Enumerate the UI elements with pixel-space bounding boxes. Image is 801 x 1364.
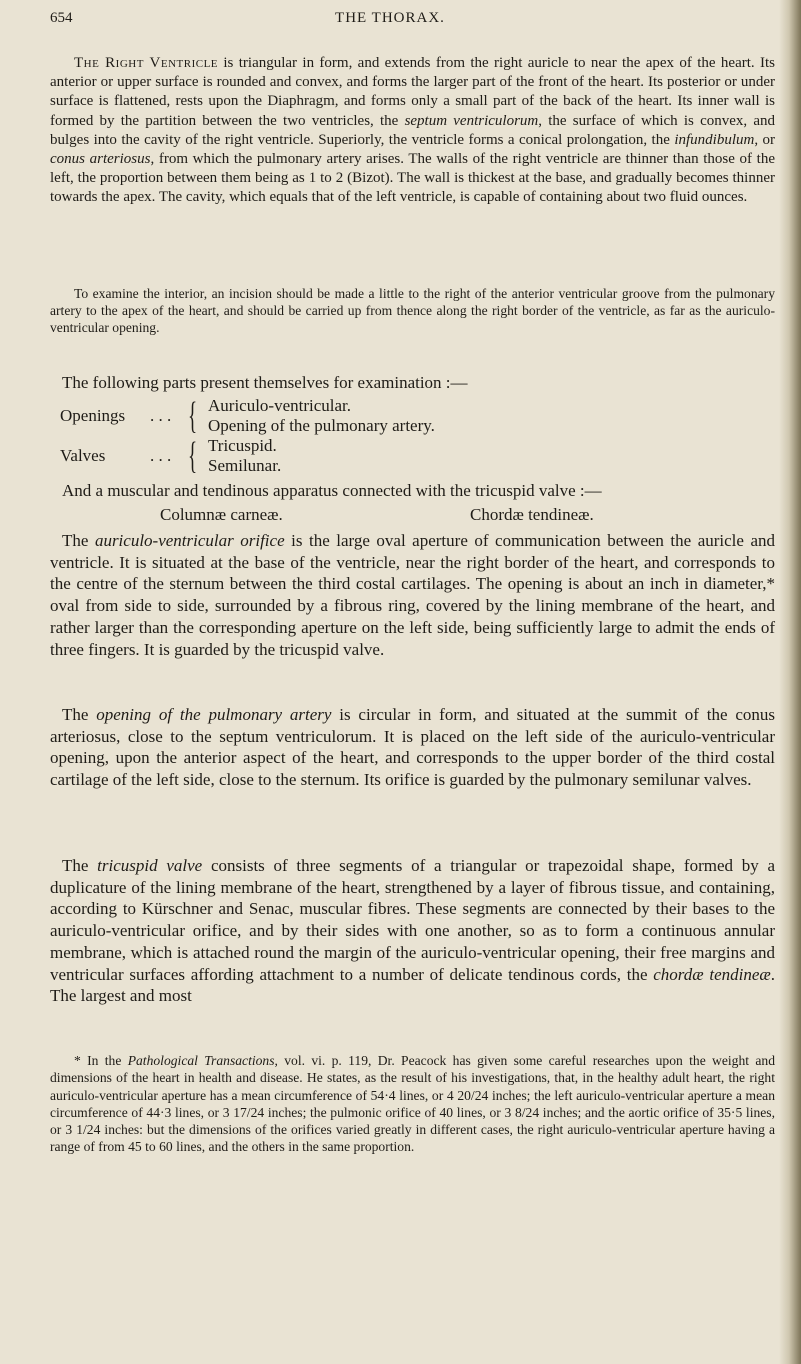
orifice-paragraph: The auriculo-ventricular orifice is the large oval aperture of communication between the auricle and ventricle. It is situated at the base of the ventricle, near the right border of the heart, and corresponds to the centre of the sternum between the third costal cartilages. The opening is about an inch in diameter,* oval from side to side, surrounded by a fibrous ring, covered by the lining membrane of the heart, and rather larger than the corresponding aperture on the left side, being sufficiently large to admit the ends of three fingers. It is guarded by the tricuspid valve. (50, 531, 775, 659)
leader-dots: . . . (150, 406, 172, 425)
leader-dots: . . . (150, 446, 172, 465)
running-title: THE THORAX. (335, 10, 445, 26)
dissection-note: To examine the interior, an incision should be made a little to the right of the anterior ventricular groove from the pulmonary artery to the apex of the heart, and should be carried up from thence along the right border of the ventricle, as far as the auriculo-ventricular opening. (50, 286, 775, 336)
footnote: * In the Pathological Transactions, vol. vi. p. 119, Dr. Peacock has given some careful researches upon the weight and dimensions of the heart in health and disease. He states, as the result of his investigations, that, in the healthy adult heart, the right auriculo-ventricular aperture has a mean circumference of 54·4 lines, or 4 20/24 inches; the left auriculo-ventricular aperture a mean circumference of 44·3 lines, or 3 17/24 inches; the pulmonic orifice of 40 lines, or 3 8/24 inches; and the aortic orifice of 35·5 lines, or 3 1/24 inches: but the dimensions of the orifices varied greatly in different cases, the right auriculo-ventricular aperture having a range of from 45 to 60 lines, and the others in the same proportion. (50, 1053, 775, 1155)
page-number: 654 (50, 10, 73, 26)
list-item: Auriculo-ventricular. (208, 396, 352, 415)
examination-lead: The following parts present themselves for examination :— (62, 373, 468, 392)
list-item: Opening of the pulmonary artery. (208, 416, 435, 435)
pulmonary-paragraph: The opening of the pulmonary artery is circular in form, and situated at the summit of the conus arteriosus, close to the septum ventriculorum. It is placed on the left side of the auriculo-ventricular opening, upon the anterior aspect of the heart, and corresponds to the upper border of the third costal cartilage of the left side, close to the sternum. Its orifice is guarded by the pulmonary semilunar valves. (50, 705, 776, 790)
openings-group (60, 396, 780, 436)
valves-label: Valves (60, 446, 106, 465)
section-heading: The Right Ventricle (74, 55, 219, 71)
page-edge-shadow (779, 0, 801, 1364)
examination-list (60, 396, 780, 476)
right-ventricle-paragraph: The Right Ventricle is triangular in form, and extends from the right auricle to near the apex of the heart. Its anterior or upper surface is rounded and convex, and forms the larger part of the front of the heart. Its posterior or under surface is flattened, rests upon the Diaphragm, and forms only a small part of the back of the heart. Its inner wall is formed by the partition between the two ventricles, the septum ventriculorum, the surface of which is convex, and bulges into the cavity of the right ventricle. Superiorly, the ventricle forms a conical prolongation, the infundibulum, or conus arteriosus, from which the pulmonary artery arises. The walls of the right ventricle are thinner than those of the left, the proportion between them being as 1 to 2 (Bizot). The wall is thickest at the base, and gradually becomes thinner towards the apex. The cavity, which equals that of the left ventricle, is capable of containing about two fluid ounces. (50, 55, 776, 206)
valves-group (60, 436, 780, 476)
list-item: Tricuspid. (208, 436, 277, 455)
openings-label: Openings (60, 406, 126, 425)
list-item: Semilunar. (208, 456, 282, 475)
apparatus-line: And a muscular and tendinous apparatus connected with the tricuspid valve :— (62, 481, 602, 500)
list-item: Columnæ carneæ. (160, 505, 283, 524)
tricuspid-paragraph: The tricuspid valve consists of three segments of a triangular or trapezoidal shape, formed by a duplicature of the lining membrane of the heart, strengthened by a layer of fibrous tissue, and containing, according to Kürschner and Senac, muscular fibres. These segments are connected by their bases to the auriculo-ventricular orifice, and by their sides with one another, so as to form a continuous annular membrane, which is attached round the margin of the auriculo-ventricular opening, their free margins and ventricular surfaces affording attachment to a number of delicate tendinous cords, the chordæ tendineæ. The largest and most (50, 856, 775, 1006)
brace-glyph: { (188, 395, 198, 437)
list-item: Chordæ tendineæ. (470, 505, 594, 524)
brace-glyph: { (188, 435, 198, 477)
